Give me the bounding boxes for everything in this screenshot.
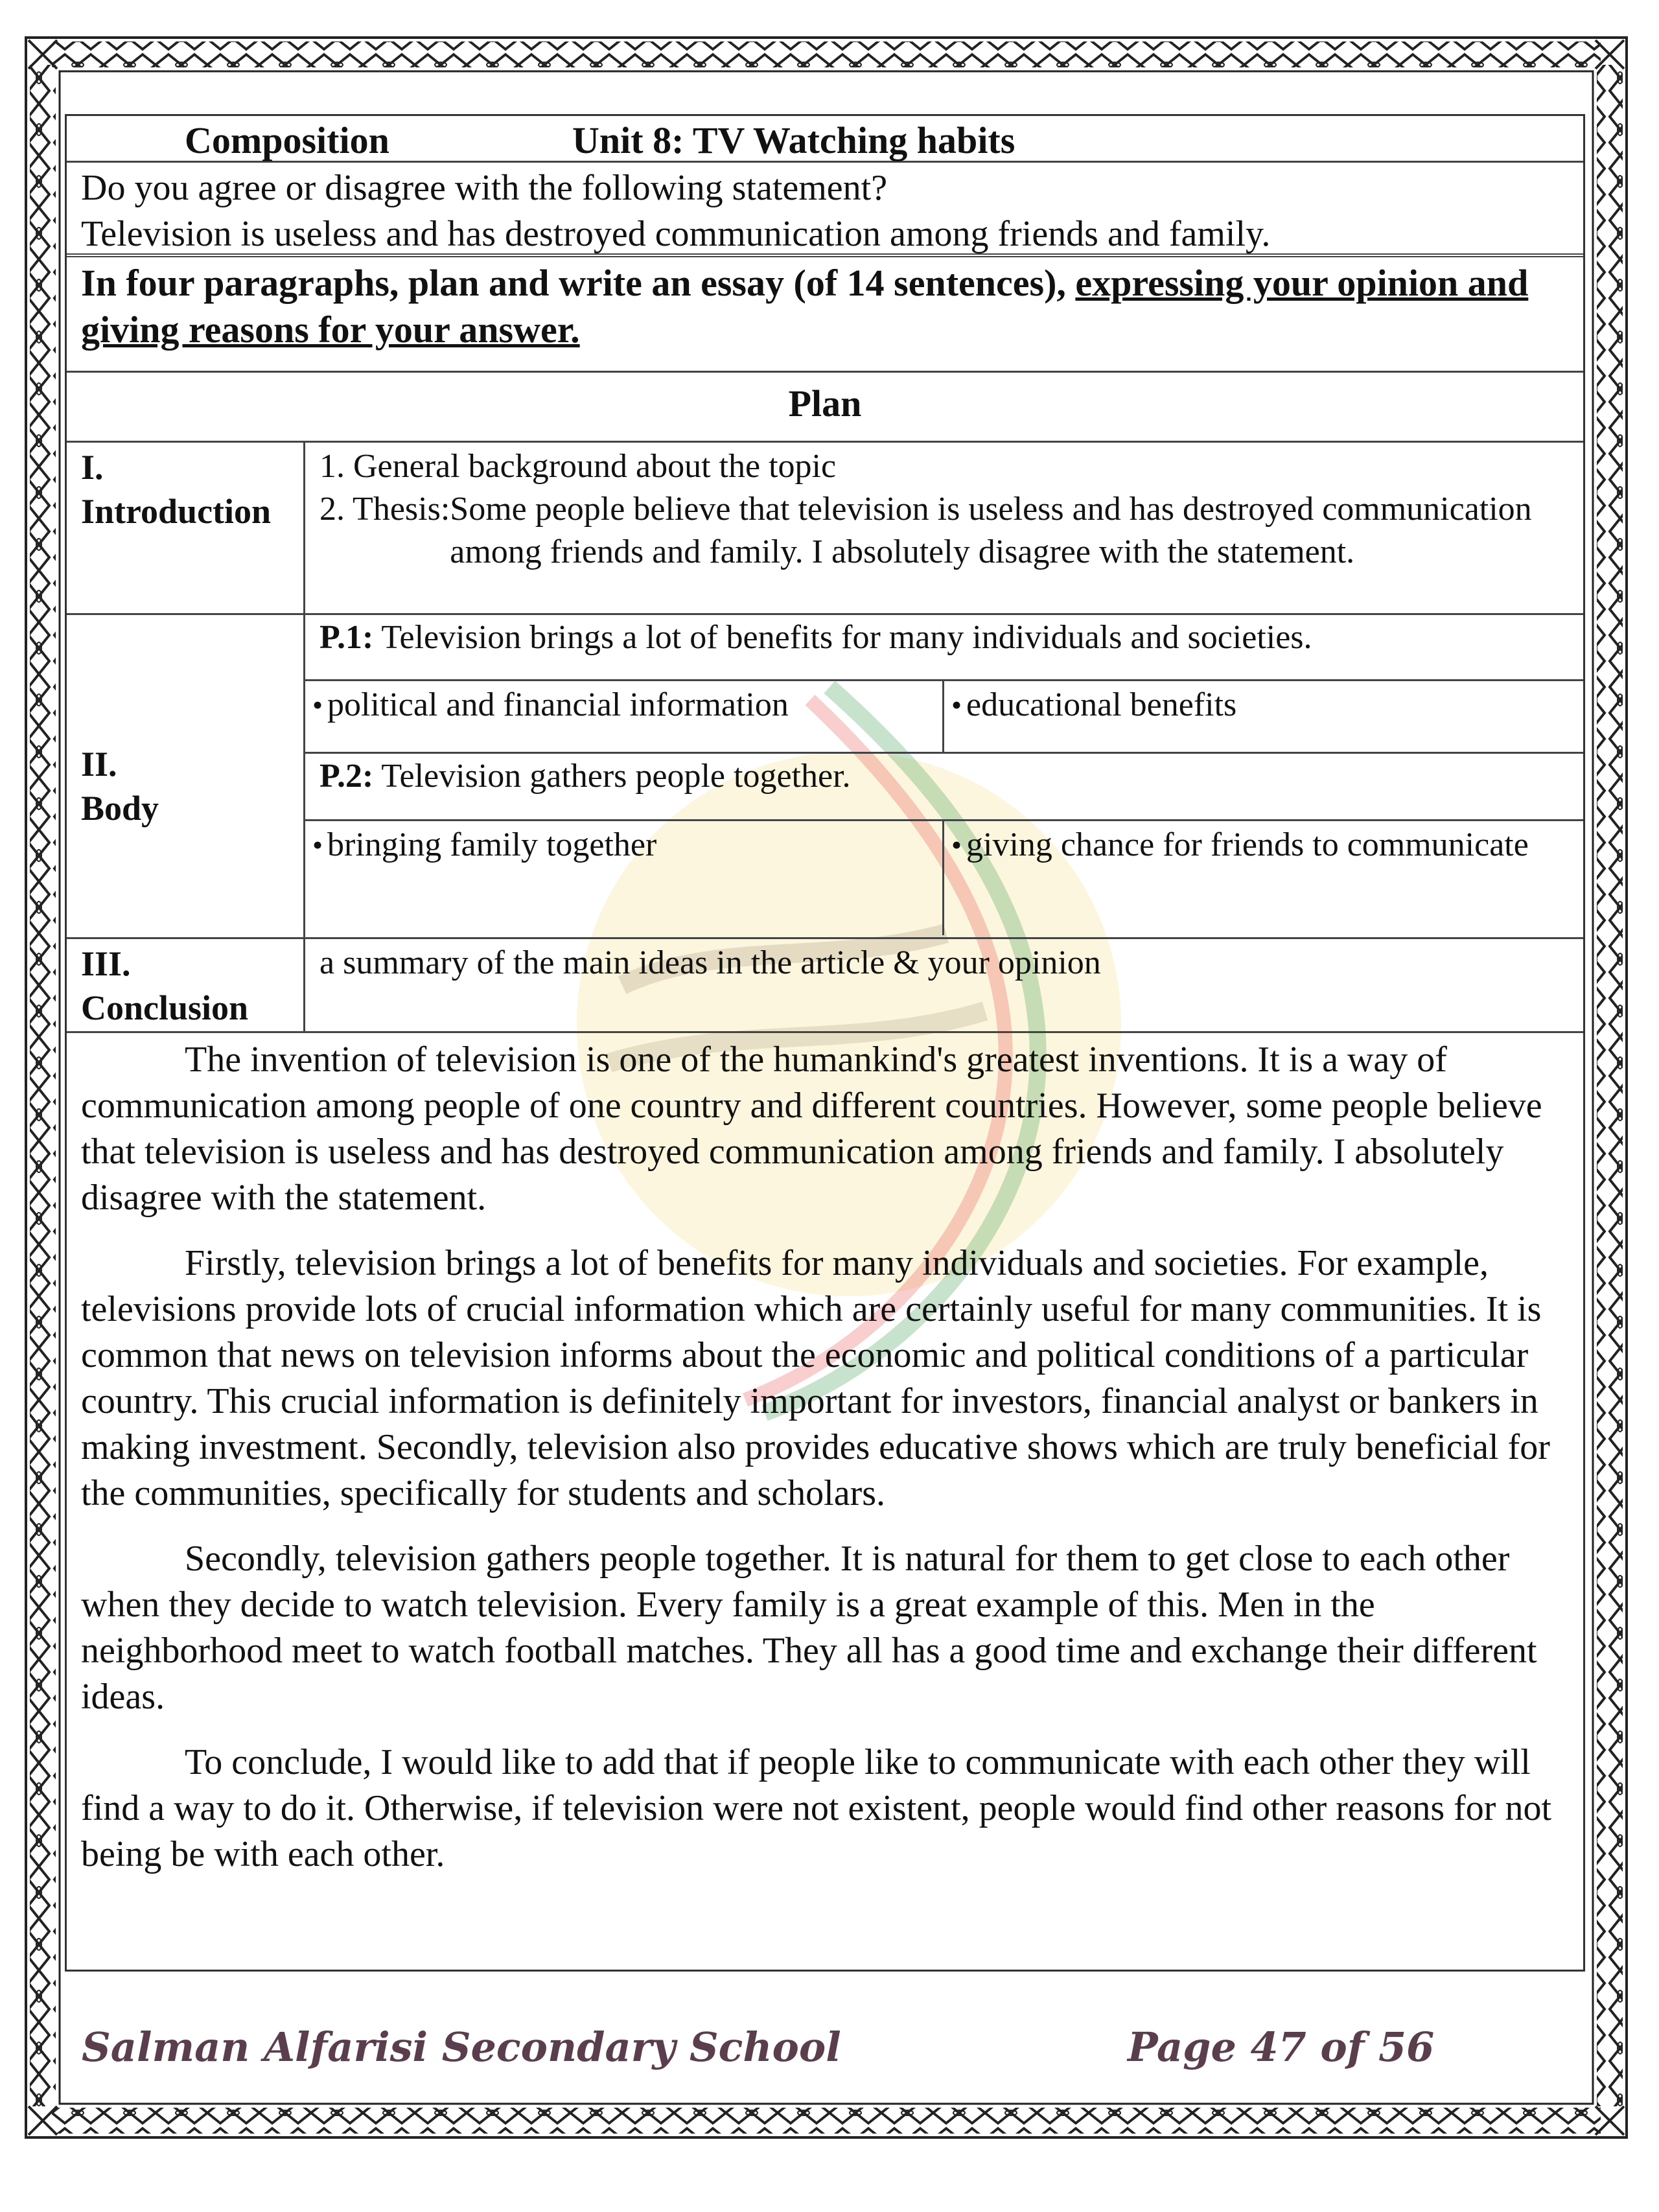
paragraph-2-points — [305, 821, 1583, 935]
body-name: Body — [81, 788, 159, 828]
section-title: Composition — [185, 119, 389, 161]
body-label — [67, 615, 305, 937]
essay-paragraph-body-1: Firstly, television brings a lot of benefits for many individuals and societies. For example, televisions provide lots of crucial information which are certainly useful for many communities. It is common that news on television informs about the economic and political conditions of a particular country. This crucial information is definitely important for investors, financial analyst or bankers in making investment. Secondly, television also provides educative shows which are truly beneficial for the communities, specifically for students and scholars. — [81, 1243, 1550, 1513]
question-line-1: Do you agree or disagree with the following statement? — [81, 168, 888, 208]
introduction-name: Introduction — [81, 492, 272, 531]
footer-page-number: Page 47 of 56 — [1128, 2023, 1435, 2071]
task-text-underlined: expressing your opinion and giving reasons for your answer. — [81, 262, 1529, 351]
conclusion-number: III. — [81, 944, 131, 983]
p2-text: Television gathers people together. — [373, 758, 851, 795]
unit-title: Unit 8: TV Watching habits — [572, 119, 1015, 161]
plan-conclusion-row — [67, 939, 1583, 1033]
plan-heading: Plan — [67, 373, 1583, 443]
plan-introduction-row — [67, 443, 1583, 615]
paragraph-1-topic — [305, 615, 1583, 681]
bullet-icon: • — [312, 688, 323, 721]
conclusion-label — [67, 939, 305, 1031]
thesis-label: 2. Thesis: — [319, 491, 450, 528]
p2-point-2 — [944, 821, 1583, 935]
essay-paragraph-introduction: The invention of television is one of the humankind's greatest inventions. It is a way of communication among people of one country and different countries. However, some people believe that television is useless and has destroyed communication among friends and family. I absolutely disagree with the statement. — [81, 1040, 1542, 1218]
bullet-icon: • — [951, 688, 962, 721]
body-content — [305, 615, 1583, 937]
task-instructions — [67, 257, 1583, 373]
introduction-number: I. — [81, 448, 104, 487]
p1-point-2 — [944, 681, 1583, 752]
composition-box — [65, 114, 1585, 1972]
p2-point-1 — [305, 821, 944, 935]
p2-point-2-text: giving chance for friends to communicate — [966, 826, 1529, 863]
introduction-content — [305, 443, 1583, 613]
bullet-icon: • — [951, 828, 962, 861]
conclusion-content: a summary of the main ideas in the article & your opinion — [319, 944, 1101, 981]
footer-school-name: Salman Alfarisi Secondary School — [82, 2023, 841, 2071]
p2-label: P.2: — [319, 758, 374, 795]
bullet-icon: • — [312, 828, 323, 861]
question-statement: Television is useless and has destroyed communication among friends and family. — [81, 214, 1271, 254]
intro-item-background: 1. General background about the topic — [319, 448, 837, 485]
composition-header — [67, 116, 1583, 163]
thesis-text: Some people believe that television is useless and has destroyed communication among friends and family. I absolutely disagree with the statement. — [450, 491, 1532, 570]
conclusion-name: Conclusion — [81, 988, 249, 1027]
essay-paragraph-conclusion: To conclude, I would like to add that if people like to communicate with each other they will find a way to do it. Otherwise, if television were not existent, people would find other reasons for not being be with each other. — [81, 1742, 1552, 1874]
plan-body-row — [67, 615, 1583, 939]
p1-label: P.1: — [319, 619, 374, 656]
essay-paragraph-body-2: Secondly, television gathers people together. It is natural for them to get close to each other when they decide to watch television. Every family is a great example of this. Men in the neighborhood meet to watch football matches. They all has a good time and exchange their different ideas. — [81, 1539, 1537, 1717]
p2-point-1-text: bringing family together — [327, 826, 657, 863]
paragraph-2-topic — [305, 754, 1583, 821]
essay-text — [67, 1033, 1583, 1878]
p1-point-1-text: political and financial information — [327, 686, 789, 723]
paragraph-1-points — [305, 681, 1583, 754]
p1-point-2-text: educational benefits — [966, 686, 1237, 723]
body-number: II. — [81, 744, 117, 784]
introduction-label — [67, 443, 305, 613]
intro-item-thesis — [319, 488, 1583, 574]
task-text: In four paragraphs, plan and write an essay (of 14 sentences), — [81, 262, 1076, 304]
question-prompt — [67, 163, 1583, 257]
p1-text: Television brings a lot of benefits for many individuals and societies. — [373, 619, 1312, 656]
p1-point-1 — [305, 681, 944, 752]
